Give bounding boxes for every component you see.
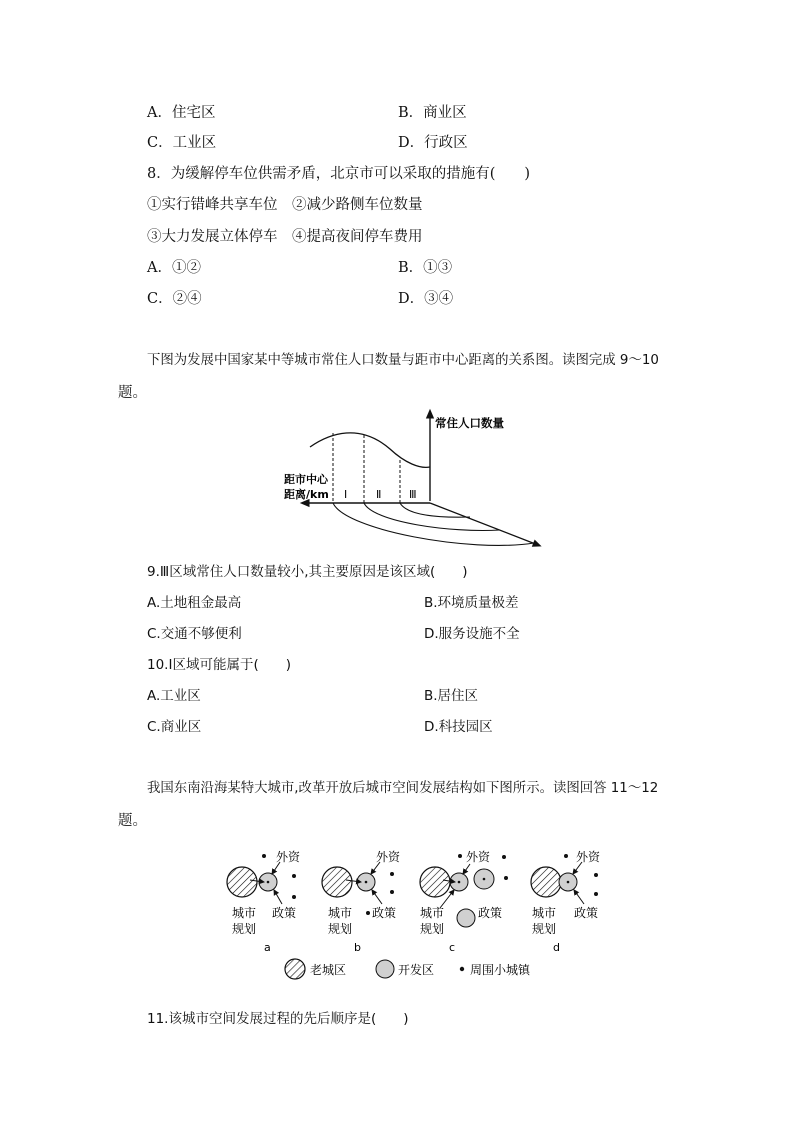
q10-option-a: A.工业区 [147, 688, 201, 704]
q9-option-d: D.服务设施不全 [424, 626, 520, 642]
panel-c [420, 849, 508, 954]
foreign-label: 外资 [276, 850, 301, 864]
zone-label-1: Ⅰ [344, 488, 348, 501]
zone-label-2: Ⅱ [376, 488, 382, 501]
town-dot [365, 881, 368, 884]
arrow [574, 890, 584, 904]
y-axis-label: 常住人口数量 [435, 416, 504, 430]
foreign-label: 外资 [466, 850, 491, 864]
plan-label-1: 城市 [532, 906, 557, 920]
plan-label-1: 城市 [232, 906, 257, 920]
town-dot [390, 890, 394, 894]
q9-option-b: B.环境质量极差 [424, 595, 519, 611]
town-dot [483, 878, 486, 881]
old-city-circle [420, 867, 450, 897]
q8-items-1: ①实行错峰共享车位 ②减少路侧车位数量 [147, 197, 423, 213]
plan-label-1: 城市 [328, 906, 353, 920]
town-dot [390, 872, 394, 876]
plan-label-2: 规划 [232, 922, 257, 936]
policy-label: 政策 [272, 906, 297, 920]
ring-arc [333, 503, 534, 545]
arrow [372, 890, 382, 904]
q10-option-c: C.商业区 [147, 719, 202, 735]
x-axis-label-2: 距离/km [284, 488, 329, 501]
q8-option-d: D．③④ [398, 291, 454, 307]
town-dot [567, 881, 570, 884]
policy-label: 政策 [372, 906, 397, 920]
zone-label-3: Ⅲ [409, 488, 417, 501]
q7-option-c: C．工业区 [147, 135, 217, 151]
ring-arc [364, 503, 500, 530]
radial-axis [430, 503, 538, 545]
town-dot [292, 895, 296, 899]
q8-stem: 8．为缓解停车位供需矛盾，北京市可以采取的措施有( ) [147, 166, 531, 182]
plan-label-2: 规划 [328, 922, 353, 936]
q9-option-a: A.土地租金最高 [147, 595, 242, 611]
q11-stem: 11.该城市空间发展过程的先后顺序是( ) [147, 1011, 409, 1027]
panel-label: c [449, 941, 456, 954]
panel-b [322, 849, 401, 954]
dev-zone-circle [457, 909, 475, 927]
foreign-label: 外资 [376, 850, 401, 864]
policy-label: 政策 [574, 906, 599, 920]
q10-option-b: B.居住区 [424, 688, 479, 704]
q8-items-2: ③大力发展立体停车 ④提高夜间停车费用 [147, 229, 423, 245]
town-dot [366, 911, 370, 915]
town-legend-label: 周围小城镇 [470, 963, 531, 977]
intro-9-10-line1: 下图为发展中国家某中等城市常住人口数量与距市中心距离的关系图。读图完成 9～10 [147, 353, 659, 368]
dev-zone-legend-swatch [376, 960, 394, 978]
old-city-legend-label: 老城区 [310, 963, 347, 977]
plan-label-1: 城市 [420, 906, 445, 920]
town-dot [502, 855, 506, 859]
q9-stem: 9.Ⅲ区域常住人口数量较小,其主要原因是该区域( ) [147, 564, 468, 580]
old-city-circle [227, 867, 257, 897]
q7-option-a: A．住宅区 [147, 105, 216, 121]
panel-a [227, 849, 301, 954]
plan-label-2: 规划 [420, 922, 445, 936]
q10-stem: 10.Ⅰ区域可能属于( ) [147, 657, 291, 673]
q8-option-b: B．①③ [398, 260, 453, 276]
q8-option-a: A．①② [147, 260, 201, 276]
panel-label: d [553, 941, 560, 954]
town-dot [504, 876, 508, 880]
figure-legend [285, 959, 531, 979]
panel-label: a [264, 941, 271, 954]
foreign-label: 外资 [576, 850, 601, 864]
q8-option-c: C．②④ [147, 291, 202, 307]
old-city-legend-swatch [285, 959, 305, 979]
intro-9-10-line2: 题。 [118, 385, 147, 401]
town-dot [458, 881, 461, 884]
urban-development-figure [220, 842, 620, 982]
town-dot [292, 874, 296, 878]
arrow [463, 864, 470, 874]
panel-d [531, 849, 601, 954]
q10-option-d: D.科技园区 [424, 719, 493, 735]
population-curve [310, 433, 430, 468]
old-city-circle [531, 867, 561, 897]
town-legend-swatch [460, 967, 464, 971]
arrow [274, 890, 282, 904]
intro-11-12-line1: 我国东南沿海某特大城市,改革开放后城市空间发展结构如下图所示。读图回答 11～12 [147, 781, 659, 796]
q7-option-b: B．商业区 [398, 105, 467, 121]
q9-option-c: C.交通不够便利 [147, 626, 242, 642]
q7-option-d: D．行政区 [398, 135, 468, 151]
panel-label: b [354, 941, 361, 954]
town-dot [564, 854, 568, 858]
town-dot [262, 854, 266, 858]
population-distance-figure [270, 405, 570, 555]
policy-label: 政策 [478, 906, 503, 920]
town-dot [267, 881, 270, 884]
plan-label-2: 规划 [532, 922, 557, 936]
town-dot [458, 854, 462, 858]
town-dot [594, 892, 598, 896]
intro-11-12-line2: 题。 [118, 813, 147, 829]
x-axis-label-1: 距市中心 [284, 473, 328, 486]
dev-zone-legend-label: 开发区 [398, 963, 435, 977]
town-dot [594, 873, 598, 877]
old-city-circle [322, 867, 352, 897]
